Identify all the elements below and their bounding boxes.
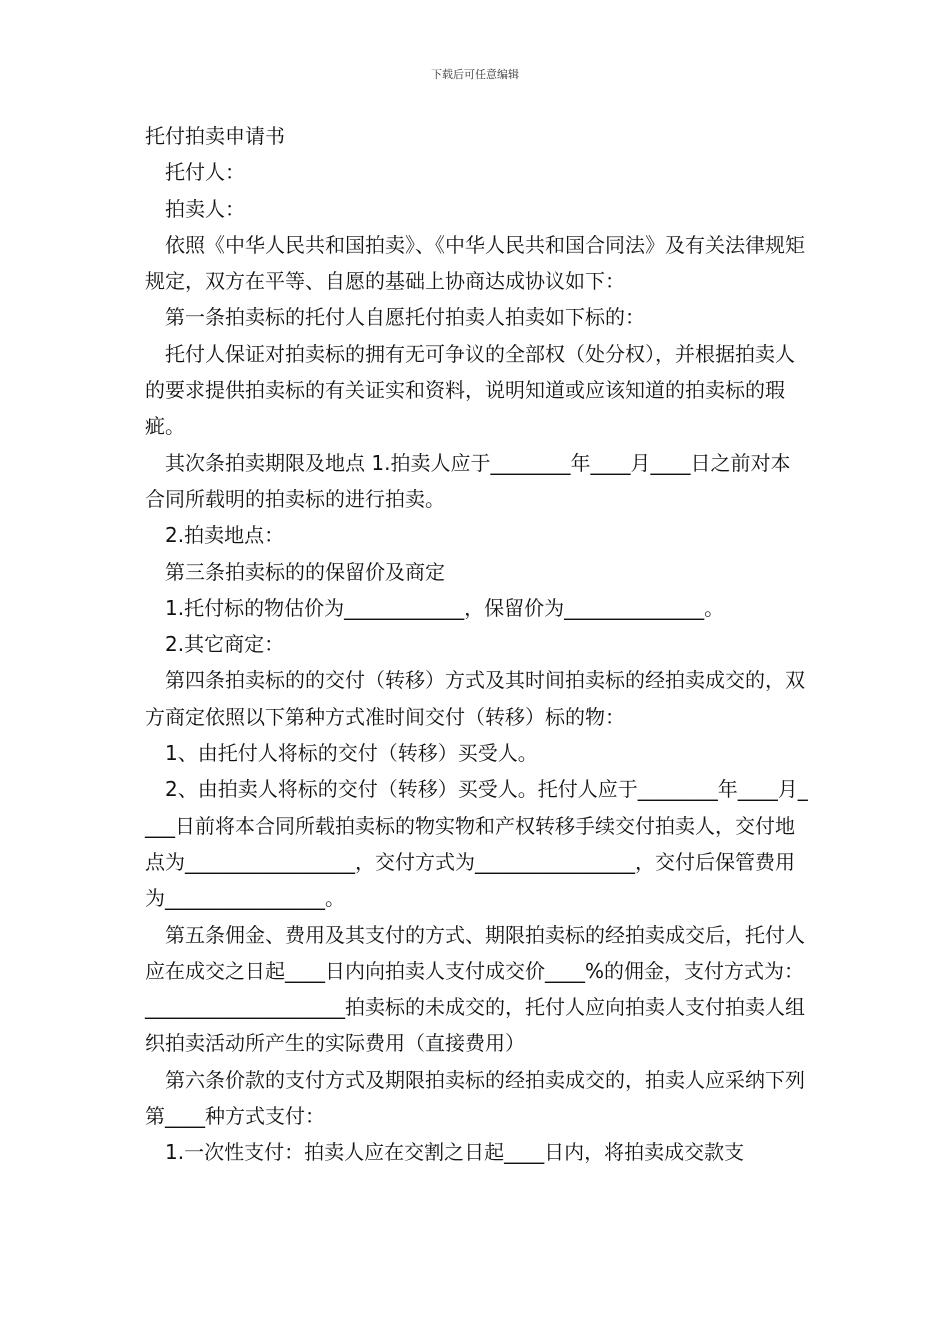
paragraph: 第三条拍卖标的的保留价及商定 bbox=[165, 559, 445, 584]
paragraph: 2.其它商定： bbox=[165, 632, 285, 657]
paragraph: 托付人： bbox=[165, 160, 245, 185]
document-body bbox=[145, 118, 810, 1171]
paragraph: 第一条拍卖标的托付人自愿托付拍卖人拍卖如下标的： bbox=[165, 305, 645, 330]
paragraph: 拍卖人： bbox=[165, 196, 245, 221]
paragraph: 1.一次性支付：拍卖人应在交割之日起____日内，将拍卖成交款支 bbox=[165, 1140, 745, 1165]
paragraph: 依照《中华人民共和国拍卖》、《中华人民共和国合同法》及有关法律规矩规定，双方在平等、自愿的基础上协商达成协议如下： bbox=[145, 232, 805, 294]
paragraph: 2、由拍卖人将标的交付（转移）买受人。托付人应于________年____月____日前将本合同所载拍卖标的物实物和产权转移手续交付拍卖人，交付地点为_________________，交付方式为________________，交付后保管费用为________________。 bbox=[145, 777, 808, 911]
paragraph: 托付人保证对拍卖标的拥有无可争议的全部权（处分权），并根据拍卖人的要求提供拍卖标的有关证实和资料，说明知道或应该知道的拍卖标的瑕疵。 bbox=[145, 341, 795, 439]
paragraph: 其次条拍卖期限及地点 1.拍卖人应于________年____月____日之前对本合同所载明的拍卖标的进行拍卖。 bbox=[145, 450, 791, 511]
document-title: 托付拍卖申请书 bbox=[145, 124, 285, 148]
paragraph: 2.拍卖地点： bbox=[165, 523, 285, 548]
paragraph: 1、由托付人将标的交付（转移）买受人。 bbox=[165, 741, 538, 766]
paragraph: 第五条佣金、费用及其支付的方式、期限拍卖标的经拍卖成交后，托付人应在成交之日起____日内向拍卖人支付成交价____%的佣金，支付方式为：____________________拍卖标的未成交的，托付人应向拍卖人支付拍卖人组织拍卖活动所产生的实际费用（直接费用） bbox=[145, 922, 805, 1056]
page-header: 下载后可任意编辑 bbox=[431, 68, 519, 81]
paragraph: 第六条价款的支付方式及期限拍卖标的经拍卖成交的，拍卖人应采纳下列第____种方式支付： bbox=[145, 1067, 805, 1129]
paragraph: 第四条拍卖标的的交付（转移）方式及其时间拍卖标的经拍卖成交的，双方商定依照以下第种方式准时间交付（转移）标的物： bbox=[145, 668, 805, 729]
paragraph: 1.托付标的物估价为____________，保留价为______________。 bbox=[165, 595, 725, 620]
